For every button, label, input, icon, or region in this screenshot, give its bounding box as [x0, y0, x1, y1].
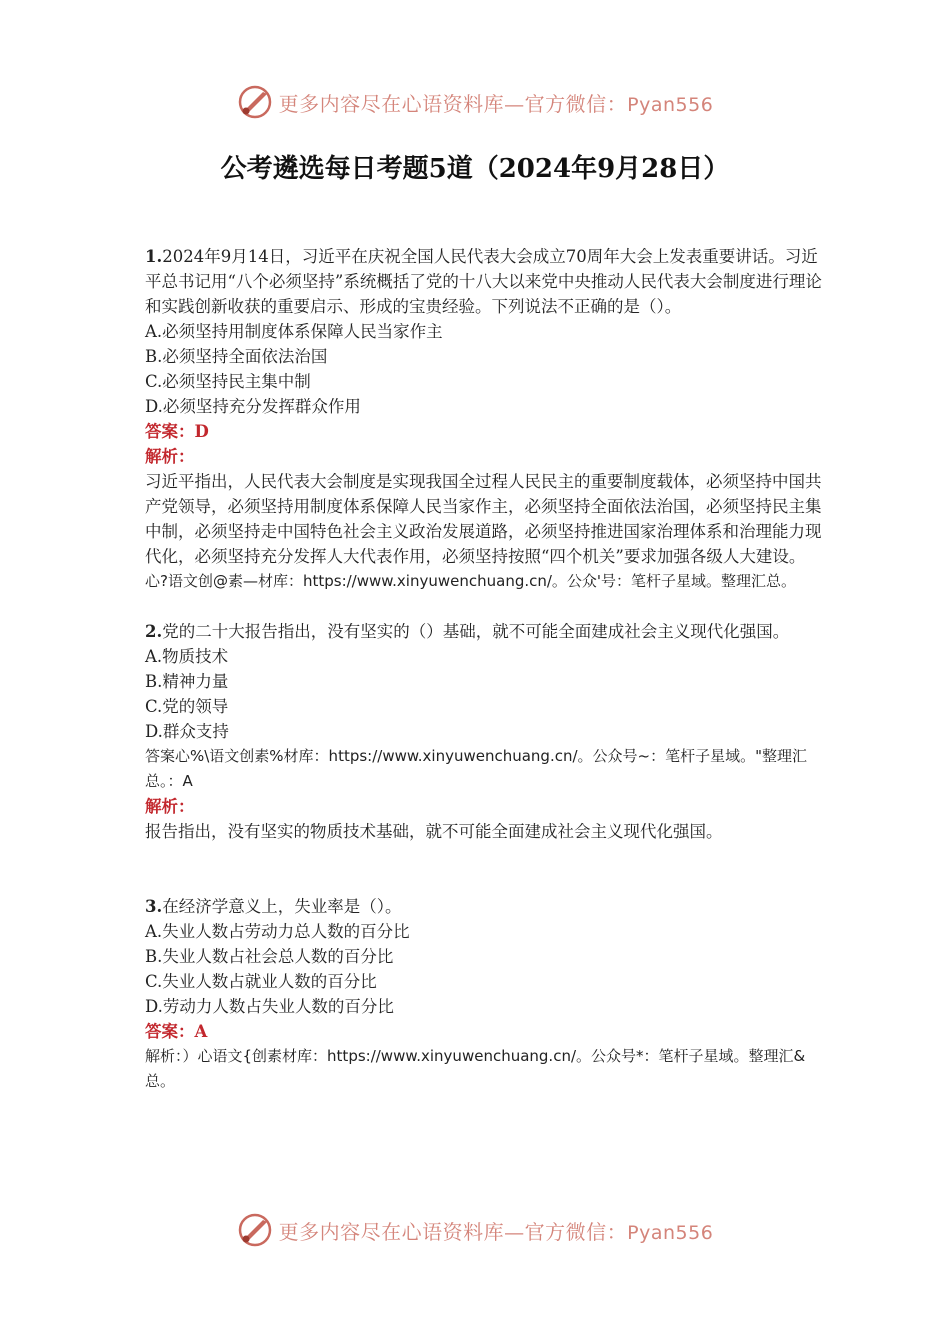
analysis-watermark-text: 解析：）心语文{创素材库：https://www.xinyuwenchuang.cn/。公众号*：笔杆子星域。整理汇&总。: [145, 1047, 806, 1090]
option-a: A.失业人数占劳动力总人数的百分比: [145, 922, 410, 941]
analysis-text: 习近平指出，人民代表大会制度是实现我国全过程人民民主的重要制度载体，必须坚持中国共产党领导，必须坚持用制度体系保障人民当家作主，必须坚持全面依法治国，必须坚持民主集中制，必须坚持走中国特色社会主义政治发展道路，必须坚持推进国家治理体系和治理能力现代化，必须坚持充分发挥人大代表作用，必须坚持按照“四个机关”要求加强各级人大建设。: [145, 472, 822, 566]
option-b: B.必须坚持全面依法治国: [145, 347, 328, 366]
option-b: B.失业人数占社会总人数的百分比: [145, 947, 394, 966]
brush-logo-icon: [237, 1212, 273, 1248]
option-d: D.劳动力人数占失业人数的百分比: [145, 997, 394, 1016]
option-c: C.党的领导: [145, 697, 229, 716]
analysis-text: 报告指出，没有坚实的物质技术基础，就不可能全面建成社会主义现代化强国。: [145, 822, 723, 841]
question-stem: 2.党的二十大报告指出，没有坚实的（）基础，就不可能全面建成社会主义现代化强国。: [145, 622, 790, 641]
question-3: [145, 894, 825, 1094]
footer-banner: [0, 1210, 950, 1250]
banner-text: 更多内容尽在心语资料库—官方微信：Pyan556: [278, 1219, 714, 1244]
option-d: D.群众支持: [145, 722, 229, 741]
page-title: 公考遴选每日考题5道（2024年9月28日）: [220, 154, 730, 184]
analysis-label: 解析：: [145, 447, 195, 466]
question-stem: 3.在经济学意义上，失业率是（）。: [145, 897, 402, 916]
header-banner: [0, 82, 950, 122]
spacer: [145, 869, 825, 894]
question-1: [145, 244, 825, 594]
option-a: A.物质技术: [145, 647, 229, 666]
option-a: A.必须坚持用制度体系保障人民当家作主: [145, 322, 443, 341]
answer-watermark-text: 答案心%\语文创素%材库：https://www.xinyuwenchuang.cn/。公众号~：笔杆子星域。"整理汇总。：A: [145, 747, 807, 790]
option-c: C.失业人数占就业人数的百分比: [145, 972, 377, 991]
question-stem: 1.2024年9月14日，习近平在庆祝全国人民代表大会成立70周年大会上发表重要讲话。习近平总书记用“八个必须坚持”系统概括了党的十八大以来党中央推动人民代表大会制度进行理论和实践创新收获的重要启示、形成的宝贵经验。下列说法不正确的是（）。: [145, 247, 822, 316]
question-2: [145, 619, 825, 844]
option-d: D.必须坚持充分发挥群众作用: [145, 397, 361, 416]
question-list: [145, 244, 825, 1119]
banner-text: 更多内容尽在心语资料库—官方微信：Pyan556: [278, 91, 714, 116]
option-b: B.精神力量: [145, 672, 229, 691]
answer-label: 答案：D: [145, 422, 209, 441]
watermark-text: 心?语文创@素—材库：https://www.xinyuwenchuang.cn/。公众'号：笔杆子星域。整理汇总。: [145, 572, 797, 590]
answer-label: 答案：A: [145, 1022, 208, 1041]
brush-logo-icon: [237, 84, 273, 120]
analysis-label: 解析：: [145, 797, 195, 816]
option-c: C.必须坚持民主集中制: [145, 372, 311, 391]
